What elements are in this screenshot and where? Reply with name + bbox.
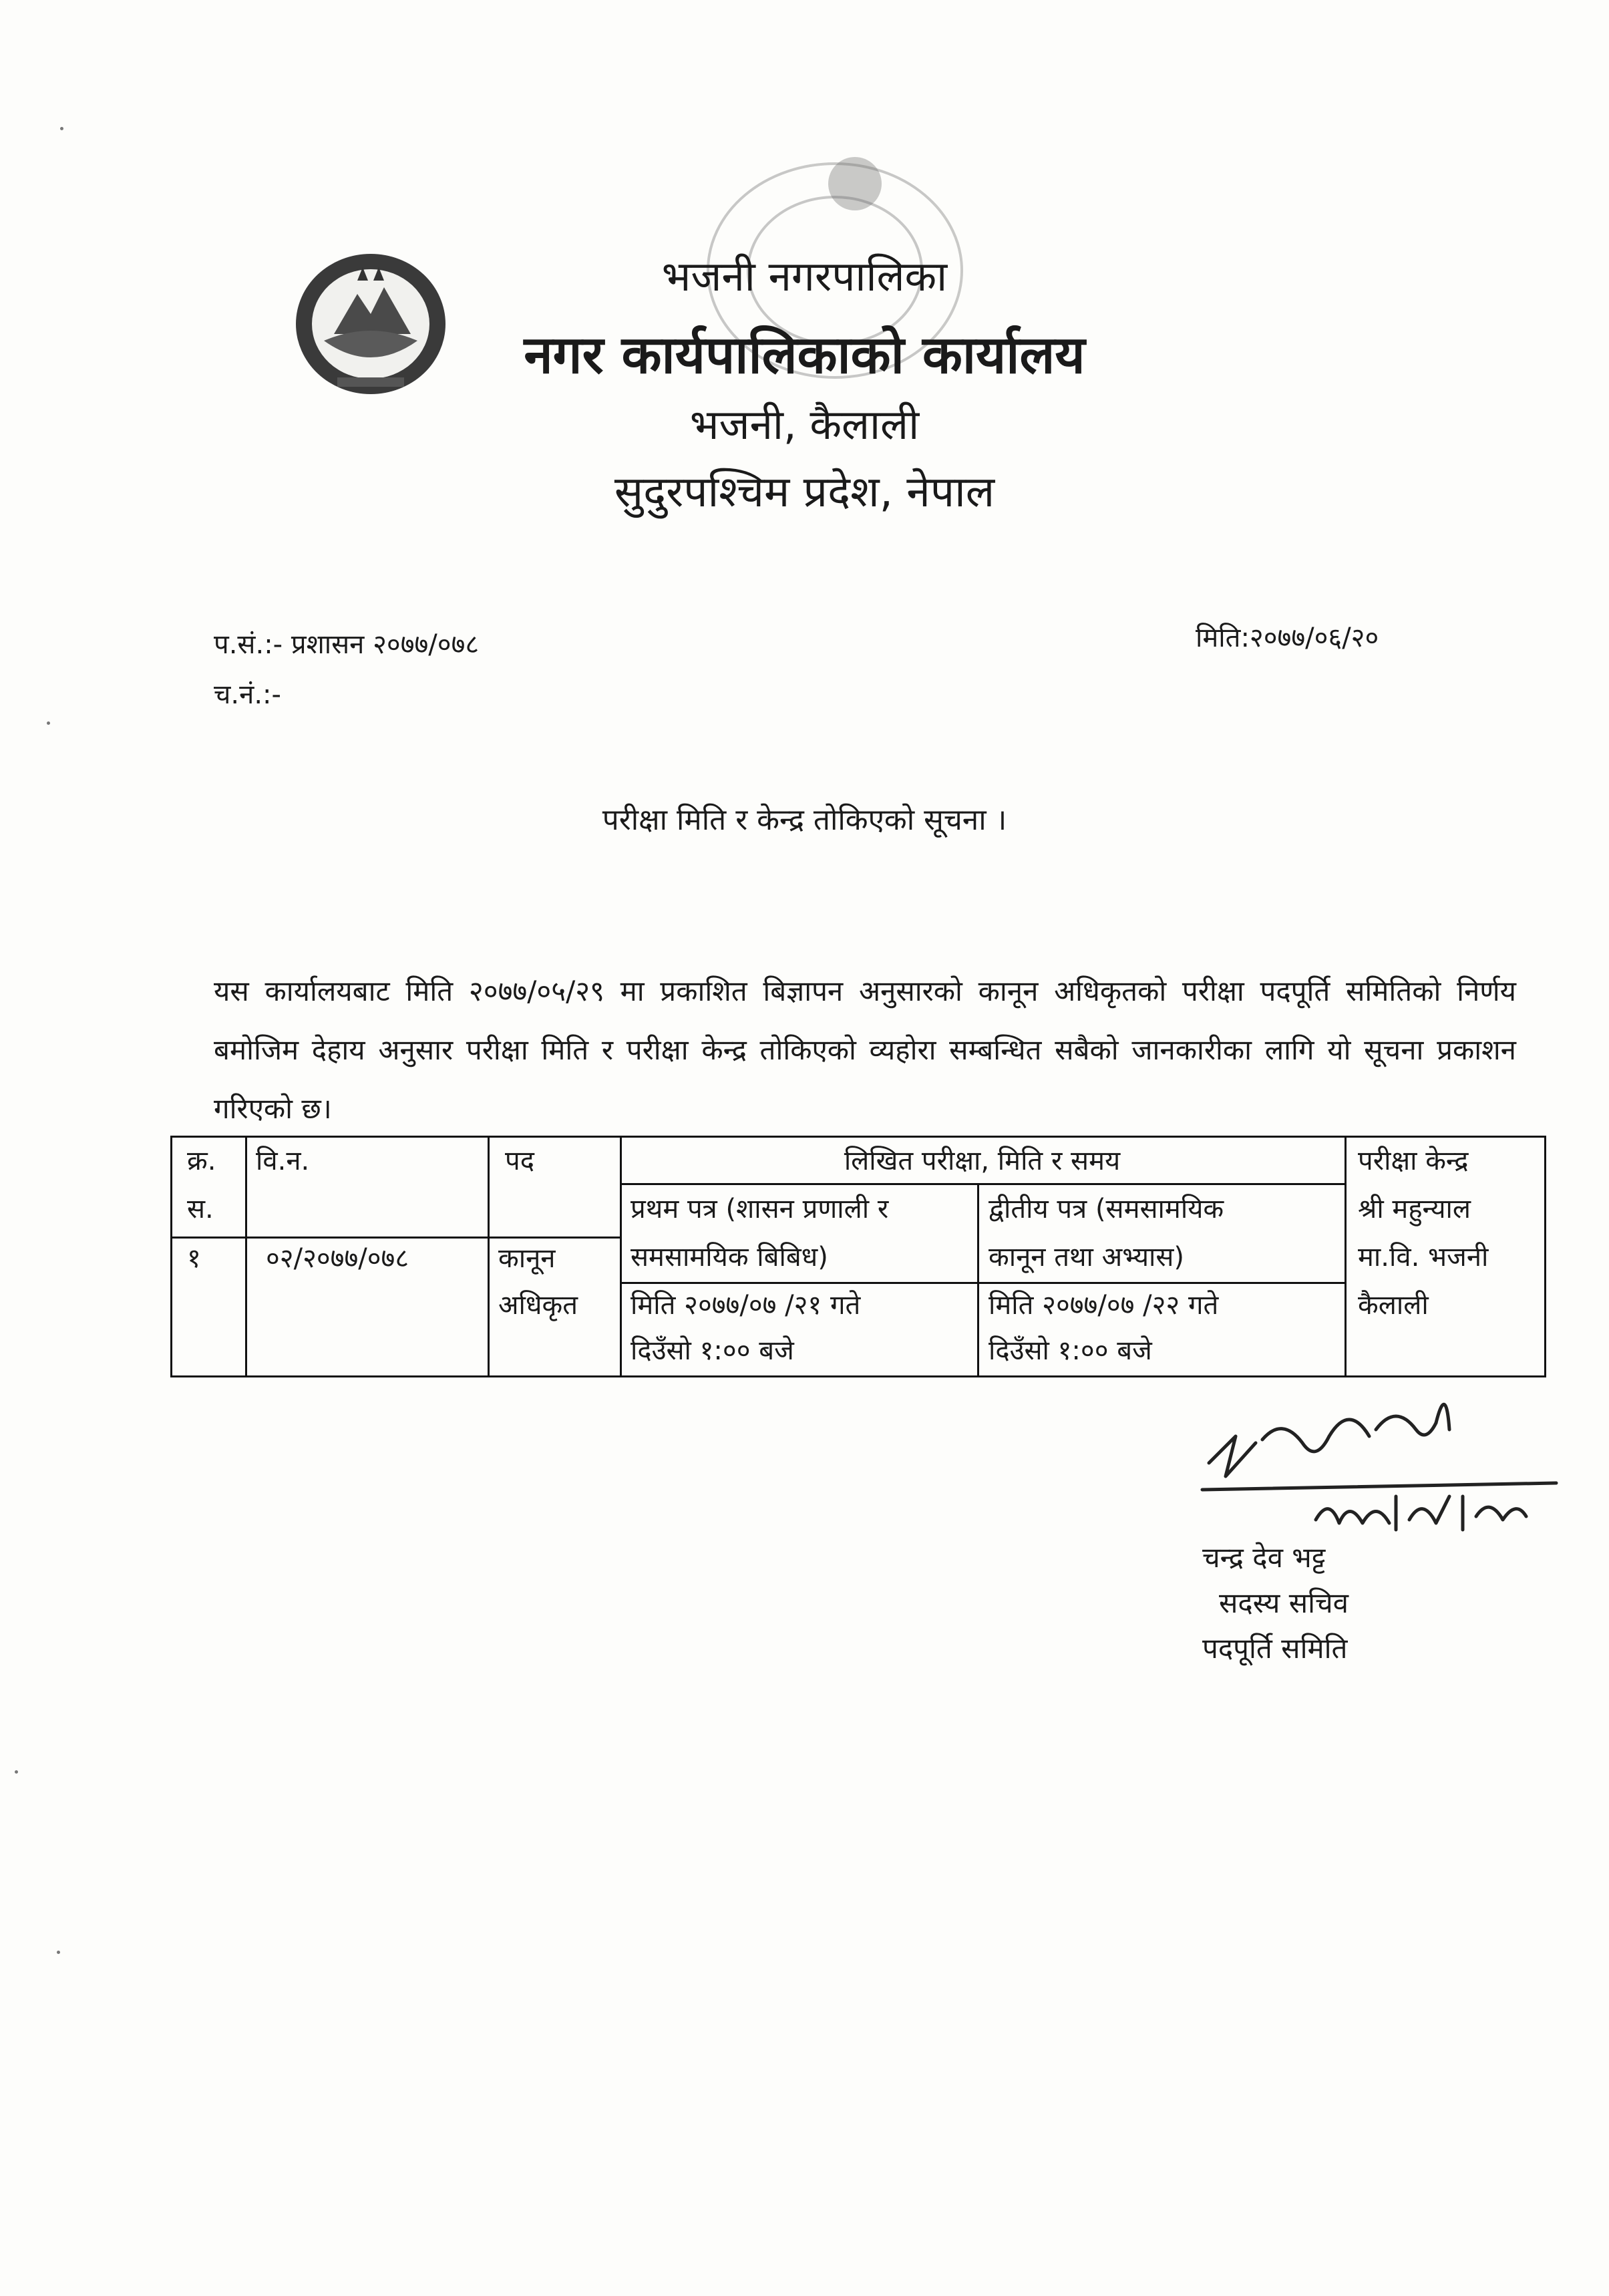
- header-post: पद: [505, 1146, 534, 1176]
- handwritten-signature: [1196, 1363, 1570, 1563]
- signatory-name: चन्द्र देव भट्ट: [1202, 1541, 1326, 1574]
- row-paper2-date: मिति २०७७/०७ /२२ गते: [989, 1290, 1219, 1321]
- row-paper2-time: दिउँसो १:०० बजे: [989, 1335, 1152, 1366]
- municipality-name: भजनी नगरपालिका: [661, 252, 948, 301]
- header-paper2-line2: कानून तथा अभ्यास): [989, 1242, 1185, 1273]
- signatory-title: सदस्य सचिव: [1219, 1587, 1349, 1619]
- table-divider: [245, 1138, 247, 1375]
- row-ad-no: ०२/२०७७/०७८: [266, 1243, 409, 1274]
- row-sn: १: [187, 1243, 201, 1274]
- header-written-exam: लिखित परीक्षा, मिति र समय: [844, 1146, 1121, 1176]
- row-post-line1: कानून: [498, 1243, 556, 1274]
- notice-title: परीक्षा मिति र केन्द्र तोकिएको सूचना ।: [602, 803, 1007, 837]
- row-paper1-time: दिउँसो १:०० बजे: [631, 1335, 794, 1366]
- office-location: भजनी, कैलाली: [689, 400, 920, 449]
- scan-speck: [60, 127, 63, 130]
- header-exam-center: परीक्षा केन्द्र: [1358, 1146, 1469, 1176]
- dispatch-number: च.नं.:-: [214, 679, 281, 710]
- row-post-line2: अधिकृत: [498, 1290, 578, 1321]
- committee-name: पदपूर्ति समिति: [1202, 1632, 1348, 1665]
- table-divider: [1345, 1138, 1347, 1375]
- letter-date: मिति:२०७७/०६/२०: [1196, 623, 1379, 653]
- scan-speck: [47, 721, 50, 725]
- header-paper2-line1: द्वीतीय पत्र (समसामयिक: [989, 1194, 1224, 1224]
- row-center-line2: मा.वि. भजनी: [1358, 1242, 1489, 1273]
- row-paper1-date: मिति २०७७/०७ /२१ गते: [631, 1290, 861, 1321]
- table-divider: [977, 1184, 979, 1375]
- notice-body: यस कार्यालयबाट मिति २०७७/०५/२९ मा प्रकाशित बिज्ञापन अनुसारको कानून अधिकृतको परीक्षा पदपूर्ति समितिको निर्णय बमोजिम देहाय अनुसार परीक्षा मिति र परीक्षा केन्द्र तोकिएको व्यहोरा सम्बन्धित सबैको जानकारीका लागि यो सूचना प्रकाशन गरिएको छ।: [214, 975, 1516, 1125]
- row-center-line1: श्री महुन्याल: [1358, 1194, 1471, 1224]
- table-divider: [488, 1138, 490, 1375]
- header-paper1-line1: प्रथम पत्र (शासन प्रणाली र: [631, 1194, 889, 1224]
- reference-number: प.सं.:- प्रशासन २०७७/०७८: [214, 629, 480, 660]
- row-center-line3: कैलाली: [1358, 1290, 1429, 1321]
- exam-schedule-table: [170, 1136, 1546, 1377]
- scan-speck: [15, 1770, 18, 1774]
- scan-speck: [57, 1951, 60, 1954]
- header-sn-line1: क्र.: [187, 1146, 216, 1176]
- province-country: सुदुरपश्चिम प्रदेश, नेपाल: [614, 468, 995, 517]
- header-sn-line2: स.: [187, 1194, 214, 1224]
- header-paper1-line2: समसामयिक बिबिध): [631, 1242, 828, 1273]
- office-name: नगर कार्यपालिकाको कार्यालय: [524, 325, 1085, 385]
- header-ad-no: वि.न.: [256, 1146, 310, 1176]
